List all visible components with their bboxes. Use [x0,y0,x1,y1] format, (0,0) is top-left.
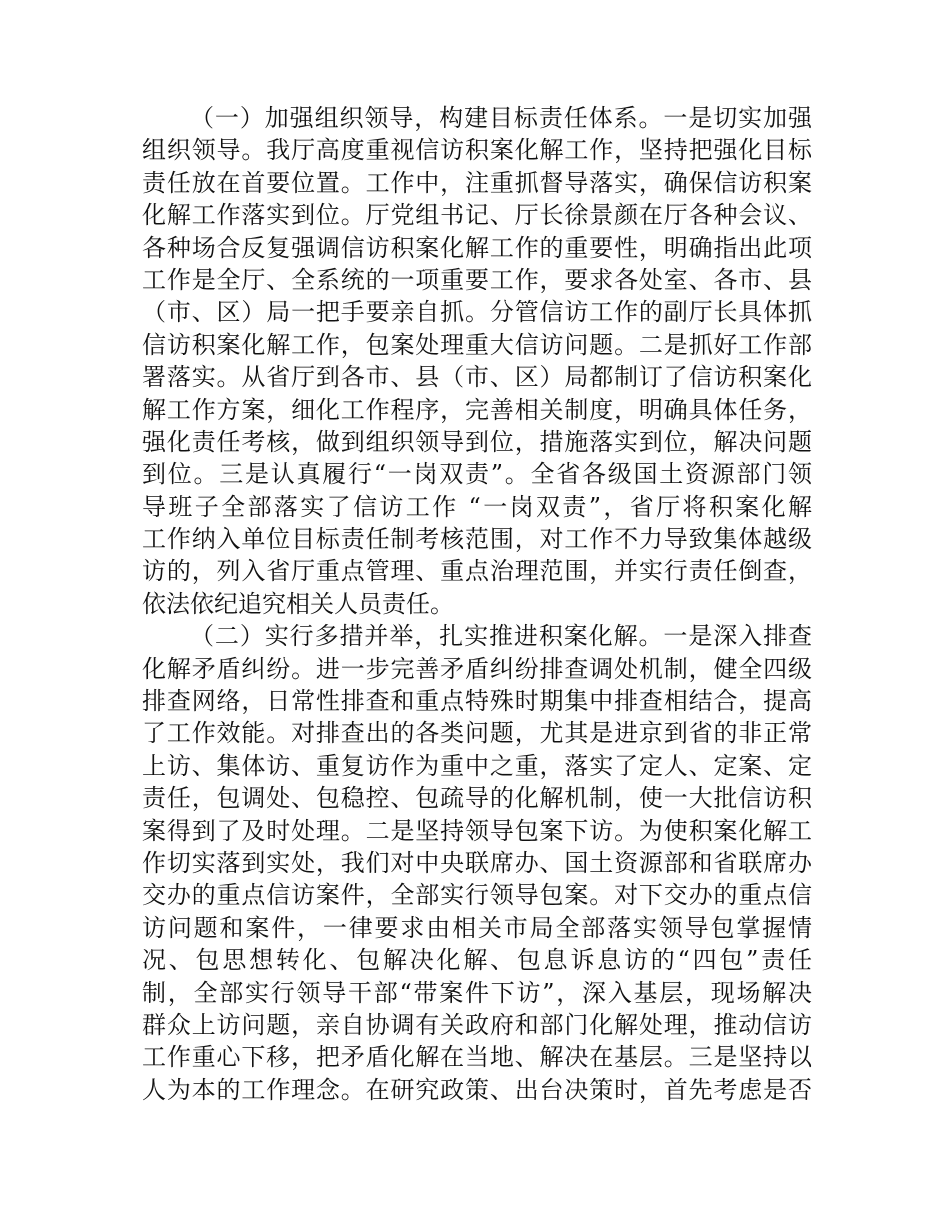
text-line: 责任放在首要位置。工作中，注重抓督导落实，确保信访积案 [142,168,812,197]
text-line: 作切实落到实处，我们对中央联席办、国土资源部和省联席办 [142,848,812,877]
text-line: 访的，列入省厅重点管理、重点治理范围，并实行责任倒查， [142,557,812,586]
text-line: 况、包思想转化、包解决化解、包息诉息访的“四包”责任 [142,946,812,975]
text-line: 群众上访问题，亲自协调有关政府和部门化解处理，推动信访 [142,1010,812,1039]
text-line: （市、区）局一把手要亲自抓。分管信访工作的副厅长具体抓 [142,298,812,327]
text-line: 责任，包调处、包稳控、包疏导的化解机制，使一大批信访积 [142,784,812,813]
text-line: 访问题和案件，一律要求由相关市局全部落实领导包掌握情 [142,913,812,942]
text-line: 案得到了及时处理。二是坚持领导包案下访。为使积案化解工 [142,816,812,845]
text-line: 工作重心下移，把矛盾化解在当地、解决在基层。三是坚持以 [142,1043,812,1072]
text-line: 化解工作落实到位。厅党组书记、厅长徐景颜在厅各种会议、 [142,201,812,230]
text-line: 信访积案化解工作，包案处理重大信访问题。二是抓好工作部 [142,330,812,359]
text-line: 到位。三是认真履行“一岗双责”。全省各级国土资源部门领 [142,460,812,489]
text-line: 排查网络，日常性排查和重点特殊时期集中排查相结合，提高 [142,687,812,716]
text-line: （一）加强组织领导，构建目标责任体系。一是切实加强 [190,104,812,132]
text-line: （二）实行多措并举，扎实推进积案化解。一是深入排查 [190,622,812,651]
text-line: 强化责任考核，做到组织领导到位，措施落实到位，解决问题 [142,427,812,456]
text-line: 依法依纪追究相关人员责任。 [142,589,454,618]
document-page [142,102,812,1106]
text-line: 各种场合反复强调信访积案化解工作的重要性，明确指出此项 [142,233,812,262]
text-line: 制，全部实行领导干部“带案件下访”，深入基层，现场解决 [142,978,812,1007]
text-line: 上访、集体访、重复访作为重中之重，落实了定人、定案、定 [142,751,812,780]
paragraph-2 [142,620,812,1106]
text-line: 人为本的工作理念。在研究政策、出台决策时，首先考虑是否 [142,1075,812,1104]
paragraph-1 [142,102,812,620]
text-line: 交办的重点信访案件，全部实行领导包案。对下交办的重点信 [142,881,812,910]
text-line: 导班子全部落实了信访工作 “一岗双责”，省厅将积案化解 [142,492,812,521]
text-line: 组织领导。我厅高度重视信访积案化解工作，坚持把强化目标 [142,136,812,165]
text-line: 了工作效能。对排查出的各类问题，尤其是进京到省的非正常 [142,719,812,748]
text-line: 化解矛盾纠纷。进一步完善矛盾纠纷排查调处机制，健全四级 [142,654,812,683]
text-line: 工作纳入单位目标责任制考核范围，对工作不力导致集体越级 [142,525,812,554]
text-line: 署落实。从省厅到各市、县（市、区）局都制订了信访积案化 [142,363,812,392]
text-line: 解工作方案，细化工作程序，完善相关制度，明确具体任务， [142,395,812,424]
text-line: 工作是全厅、全系统的一项重要工作，要求各处室、各市、县 [142,265,812,294]
